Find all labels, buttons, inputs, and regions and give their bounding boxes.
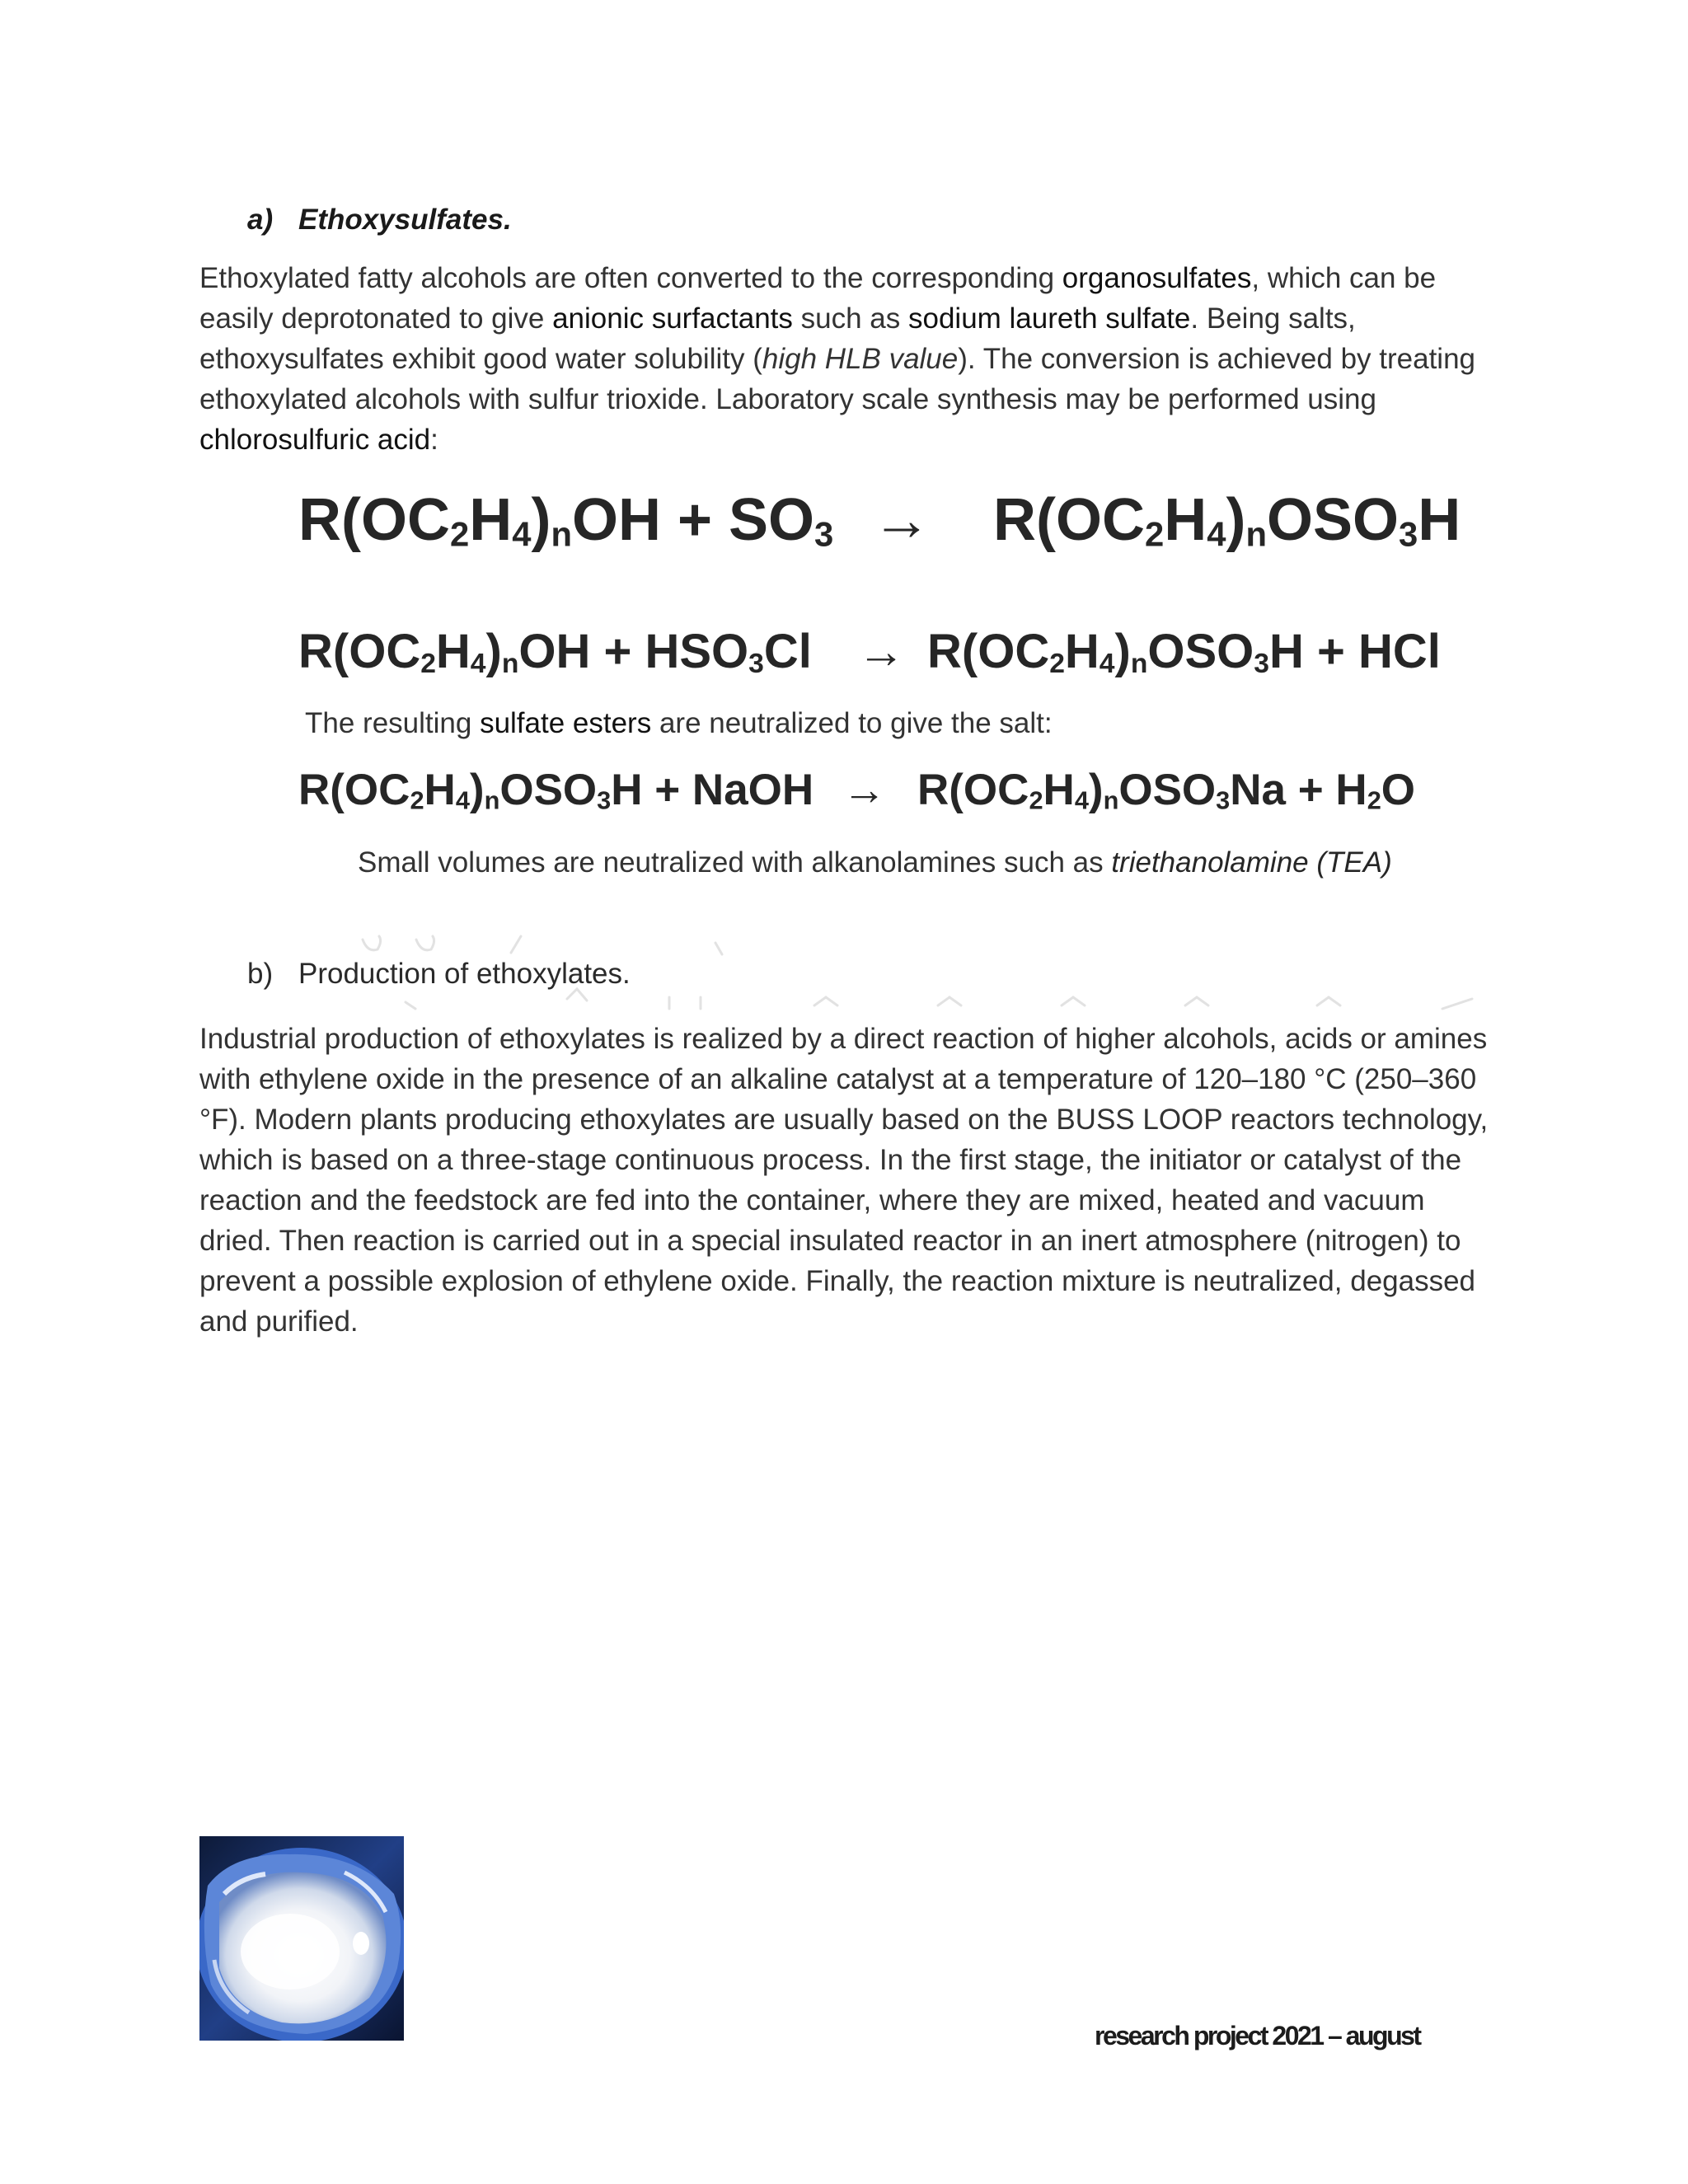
equation-3-arrow: → [842, 766, 886, 814]
note1-text-2: are neutralized to give the salt: [651, 707, 1053, 739]
equation-2-reactants: $R(OC_2H_4)_nOH + HSO_3Cl$ [298, 625, 812, 680]
section-b-marker: b) [247, 958, 274, 990]
equation-1-products: $R(OC_2H_4)_nOSO_3H$ [993, 487, 1461, 554]
equation-3-products: $R(OC_2H_4)_nOSO_3Na + H_2O$ [917, 766, 1416, 815]
ethoxysulfates-paragraph [199, 258, 1502, 460]
equation-3-reactants: $R(OC_2H_4)_nOSO_3H$ + NaOH [298, 766, 814, 815]
neutralization-note [305, 707, 1053, 740]
section-a-marker: a) [247, 204, 274, 236]
section-a-title: Ethoxysulfates. [298, 204, 512, 236]
production-paragraph: Industrial production of ethoxylates is realized by a direct reaction of higher alcohols, acids or amines with ethylene oxide in the presence of an alkaline catalyst at a temperature of 120–180 °C (250–360 °F). Modern plants producing ethoxylates are usually based on the BUSS LOOP reactors technology, which is based on a three-stage continuous process. In the first stage, the initiator or catalyst of the reaction and the feedstock are fed into the container, where they are mixed, heated and vacuum dried. Then reaction is carried out in a special insulated reactor in an inert atmosphere (nitrogen) to prevent a possible explosion of ethylene oxide. Finally, the reaction mixture is neutralized, degassed and purified. [199, 1023, 1489, 1338]
alkanolamines-note [358, 846, 1392, 879]
equation-2-arrow: → [857, 625, 905, 678]
para1-text-5: ). The conversion is achieved by treating ethoxylated alcohols with sulfur trioxide. Laboratory scale synthesis may be performed using [199, 343, 1475, 415]
equation-1-reactants: $R(OC_2H_4)_nOH + SO_3$ [298, 487, 834, 554]
tea-emphasis: triethanolamine (TEA) [1111, 846, 1392, 879]
para1-text-1: Ethoxylated fatty alcohols are often converted to the corresponding [199, 262, 1062, 294]
note1-text-1: The resulting [305, 707, 481, 739]
equation-2-products: $R(OC_2H_4)_nOSO_3H$ + HCl [927, 625, 1441, 680]
section-b-title: Production of ethoxylates. [298, 958, 631, 990]
note2-text-1: Small volumes are neutralized with alkanolamines such as [358, 846, 1112, 879]
hlb-value-emphasis: high HLB value [762, 343, 959, 375]
anionic-surfactants-term: anionic surfactants [552, 302, 793, 335]
para1-text-2: , which can be easily deprotonated to give [199, 262, 1437, 335]
section-a-heading [247, 204, 512, 237]
sulfate-esters-term: sulfate esters [480, 707, 652, 739]
section-b-heading [247, 958, 631, 991]
para1-text-3: such as [792, 302, 908, 335]
para1-text-4: . Being salts, ethoxysulfates exhibit good water solubility ( [199, 302, 1356, 375]
ethoxylate-product-photo [199, 1836, 404, 2041]
chlorosulfuric-acid-term: chlorosulfuric acid [199, 424, 431, 456]
organosulfates-term: organosulfates [1062, 262, 1252, 294]
para1-text-6: : [430, 424, 438, 456]
sodium-laureth-sulfate-term: sodium laureth sulfate [907, 302, 1191, 335]
equation-1-arrow: → [872, 487, 931, 553]
footer-text: research project 2021 – august [1095, 2021, 1420, 2050]
